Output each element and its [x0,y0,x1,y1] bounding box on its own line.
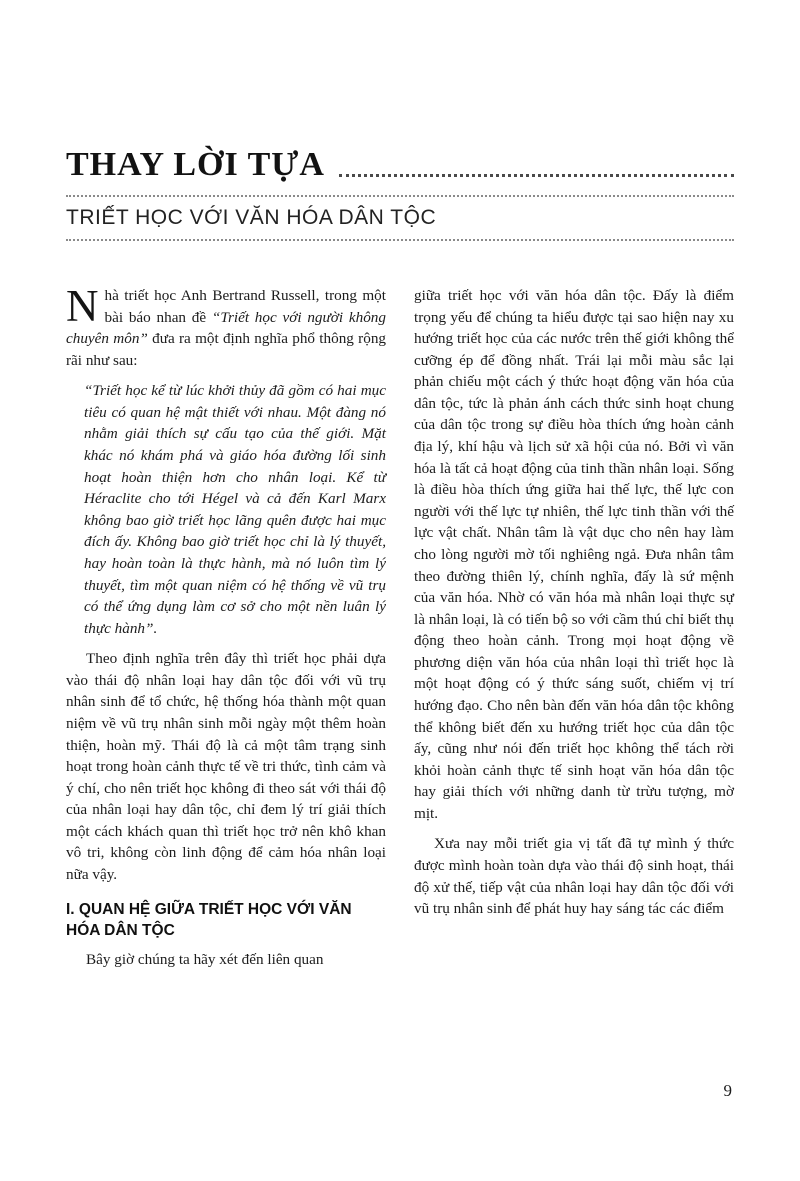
left-column [66,281,387,980]
dotted-rule-above-subtitle [66,195,734,197]
chapter-subtitle: TRIẾT HỌC VỚI VĂN HÓA DÂN TỘC [66,206,437,229]
intro-text-after: đưa ra một định nghĩa phổ thông rộng rãi như sau: [66,330,387,369]
intro-text: hà triết học Anh Bertrand Russell, trong một bài báo nhan đề [104,287,386,326]
two-column-body [66,281,734,980]
page-number: 9 [723,1081,732,1100]
right-paragraph-continuation: giữa triết học với văn hóa dân tộc. Đấy là điểm trọng yếu để chúng ta hiểu được tại sao hiện nay xu hướng triết học của các nước trên thế giới không thể cưỡng ép để đồng nhất. Trái lại mỗi màu sắc lại phản chiếu một cách ý thức hoạt động văn hóa của dân tộc, tức là phản ánh cách thức sinh hoạt chung của dân tộc trong sự điều hòa thích ứng hoàn cảnh địa lý, khí hậu và lịch sử xã hội của nó. Bởi vì văn hóa là tất cả hoạt động của tinh thần nhân loại. Sống là điều hòa thích ứng giữa hai thế lực, thế lực con người với thế lực tự nhiên, thế lực tinh thần với thế lực vật chất. Nhân tâm là vật dục cho nên hay làm cho lòng người mờ tối nghiêng ngả. Đưa nhân tâm theo đường thiên lý, chính nghĩa, đấy là sứ mệnh của văn hóa. Nhờ có văn hóa mà nhân loại thực sự là nhân loại, là có tiến bộ so với cầm thú chỉ biết thụ động theo hoàn cảnh. Trong mọi hoạt động về phương diện văn hóa của nhân loại thì triết học là một hoạt động có ý thức sáng suốt, chiếm vị trí hướng đạo. Cho nên bàn đến văn hóa dân tộc không thể không biết đến xu hướng triết học của dân tộc ấy, cũng như nói đến triết học không thể tách rời khỏi hoàn cảnh thực tế sinh hoạt văn hóa dân tộc hay giải thích với những danh từ trừu tượng, mờ mịt. [414,287,734,822]
section-heading: I. QUAN HỆ GIỮA TRIẾT HỌC VỚI VĂN HÓA DÂN TỘC [66,900,352,939]
left-paragraph-lead-out: Bây giờ chúng ta hãy xét đến liên quan [86,951,324,969]
chapter-title: THAY LỜI TỰA [66,146,325,183]
chapter-header [66,148,734,241]
intro-quoted-title: “Triết học với người không chuyên môn” [66,308,386,348]
intro-paragraph [66,281,387,371]
right-paragraph-second: Xưa nay mỗi triết gia vị tất đã tự mình ý thức được mình hoàn toàn dựa vào thái độ sinh hoạt, thái độ xử thế, tiếp vật của nhân loại hay dân tộc đối với vũ trụ nhân sinh để phát huy hay sáng tác các điểm [414,835,734,918]
dotted-rule-below-subtitle [66,239,734,241]
drop-cap: N [66,281,99,331]
left-paragraph-definition: Theo định nghĩa trên đây thì triết học phải dựa vào thái độ nhân loại hay dân tộc đối với vũ trụ nhân sinh để tổ chức, hệ thống hóa thành một quan niệm về vũ trụ nhân sinh mỗi ngày một thêm hoàn thiện, hoàn mỹ. Thái độ là cả một tâm trạng sinh hoạt trong hoàn cảnh thực tế về tri thức, tình cảm và ý chí, cho nên triết học không đi theo sát với thái độ của nhân loại hay dân tộc, chỉ đem lý trí giải thích một cách khách quan thì triết học trở nên khô khan vô tri, không còn linh động để cảm hóa nhân loại nữa vậy. [66,650,386,884]
right-column [414,285,734,980]
title-dotted-rule [339,174,734,177]
title-row [66,148,734,182]
russell-quote-block: “Triết học kể từ lúc khởi thủy đã gồm có hai mục tiêu có quan hệ mật thiết với nhau. Một đàng nó nhằm giải thích sự cấu tạo của thế giới. Mặt khác nó khám phá và giáo hóa đường lối sinh hoạt hoàn thiện hơn cho nhân loại. Kể từ Héraclite cho tới Hégel và cả đến Karl Marx không bao giờ triết học lãng quên được hai mục đích ấy. Không bao giờ triết học chỉ là lý thuyết, hay hoàn toàn là thực hành, mà nó luôn tìm lý thuyết, tìm một quan niệm có hệ thống về vũ trụ có thể ứng dụng làm cơ sở cho một nền luân lý thực hành”. [84,382,386,637]
